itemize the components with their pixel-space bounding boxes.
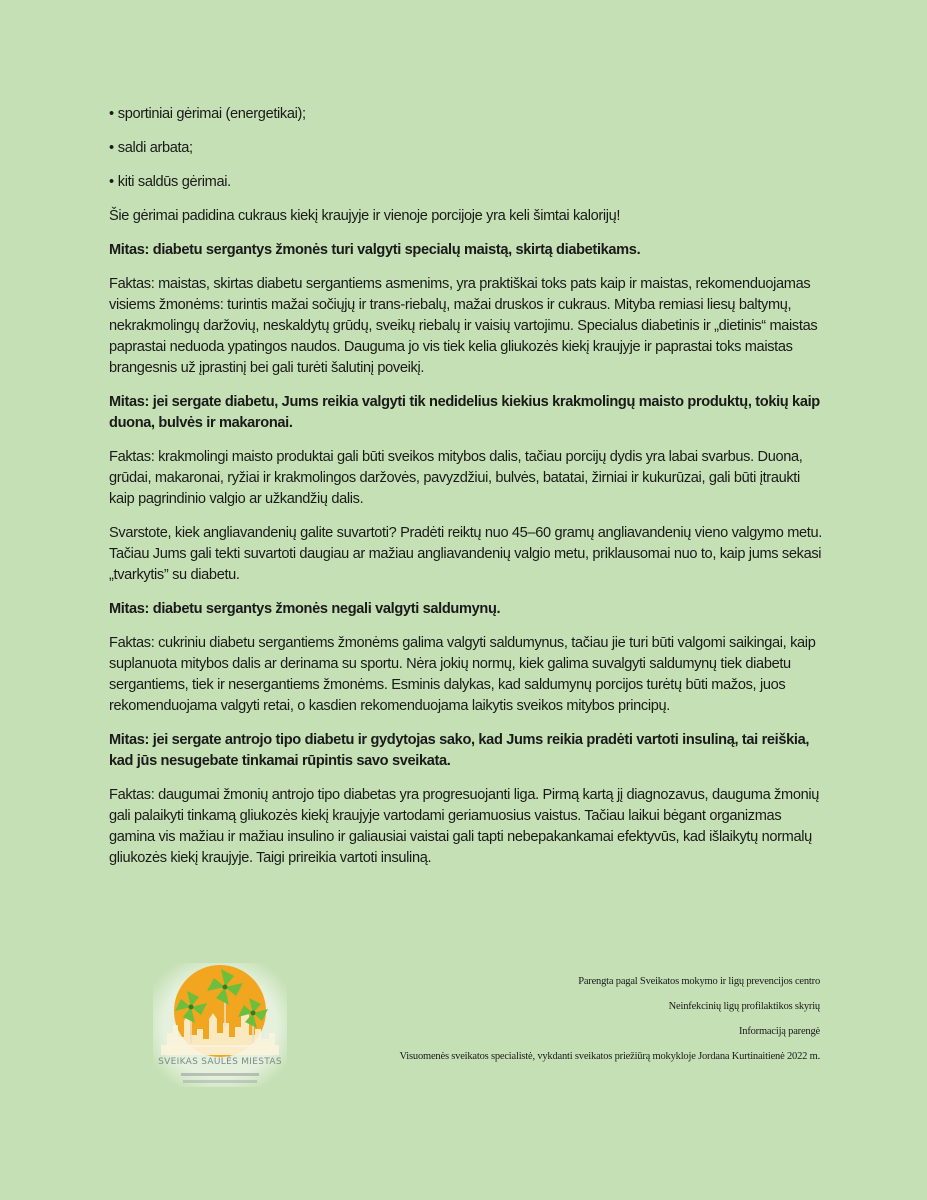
logo-graphic: [153, 963, 287, 1087]
myth-heading: Mitas: diabetu sergantys žmonės negali valgyti saldumynų.: [109, 601, 501, 617]
logo-tagline-line: [183, 1080, 257, 1083]
bullet-text: sportiniai gėrimai (energetikai);: [117, 106, 306, 122]
fact-paragraph: Faktas: maistas, skirtas diabetu sergantiems asmenims, yra praktiškai toks pats kaip ir maistas, rekomenduojamas visiems žmonėms: turintis mažai sočiųjų ir trans-riebalų, mažai druskos ir cukraus. Mityba remiasi liesų baltymų, nekrakmolingų daržovių, neskaldytų grūdų, sveikų riebalų ir vaisių vartojimu. Specialus diabetinis ir „dietinis“ maistas paprastai neduoda ypatingos naudos. Dauguma jo vis tiek kelia gliukozės kiekį kraujyje ir paprastai toks maistas brangesnis už įprastinį bei gali turėti šalutinį poveikį.: [109, 276, 818, 376]
credit-line: Parengta pagal Sveikatos mokymo ir ligų prevencijos centro: [578, 976, 820, 987]
bullet-text: kiti saldūs gėrimai.: [117, 174, 231, 190]
fact-paragraph: Svarstote, kiek angliavandenių galite suvartoti? Pradėti reiktų nuo 45–60 gramų angliavandenių vieno valgymo metu. Tačiau Jums gali tekti suvartoti daugiau ar mažiau angliavandenių valgio metu, priklausomai nuo to, kaip jums sekasi „tvarkytis” su diabetu.: [109, 525, 822, 583]
fact-paragraph: Faktas: krakmolingi maisto produktai gali būti sveikos mitybos dalis, tačiau porcijų dydis yra labai svarbus. Duona, grūdai, makaronai, ryžiai ir krakmolingos daržovės, pavyzdžiui, bulvės, batatai, žirniai ir kukurūzai, gali būti įtraukti kaip pagrindinio valgio ar užkandžių dalis.: [109, 449, 803, 507]
logo-tagline-line: [181, 1073, 259, 1076]
bullet-item: [109, 172, 824, 193]
intro-note: Šie gėrimai padidina cukraus kiekį kraujyje ir vienoje porcijoje yra keli šimtai kalorijų!: [109, 208, 621, 224]
fact-paragraph: Faktas: daugumai žmonių antrojo tipo diabetas yra progresuojanti liga. Pirmą kartą jį diagnozavus, dauguma žmonių gali palaikyti tinkamą gliukozės kiekį kraujyje vartodami geriamuosius vaistus. Tačiau laikui bėgant organizmas gamina vis mažiau ir mažiau insulino ir galiausiai vaistai gali tapti nebepakankamai efektyvūs, kad išlaikytų normalų gliukozės kiekį kraujyje. Taigi prireikia vartoti insuliną.: [109, 787, 820, 866]
credit-line: Visuomenės sveikatos specialistė, vykdanti sveikatos priežiūrą mokykloje Jordana Kurtinaitienė 2022 m.: [399, 1051, 820, 1062]
bullet-item: [109, 104, 824, 125]
logo-wordmark: SVEIKAS SAULĖS MIESTAS: [158, 1057, 282, 1067]
fact-paragraph: Faktas: cukriniu diabetu sergantiems žmonėms galima valgyti saldumynus, tačiau jie turi būti valgomi saikingai, kaip suplanuota mitybos dalis ar derinama su sportu. Nėra jokių normų, kiek galima suvalgyti saldumynų tiek diabetu sergantiems, tiek ir nesergantiems žmonėms. Esminis dalykas, kad saldumynų porcijos turėtų būti mažos, juos rekomenduojama valgyti retai, o kasdien rekomenduojama laikytis sveikos mitybos principų.: [109, 635, 816, 714]
bullet-dot: •: [109, 106, 114, 122]
bullet-dot: •: [109, 174, 114, 190]
bullet-item: [109, 138, 824, 159]
myth-heading: Mitas: diabetu sergantys žmonės turi valgyti specialų maistą, skirtą diabetikams.: [109, 242, 641, 258]
credits-block: [400, 975, 820, 1075]
document-body: [109, 104, 824, 882]
credit-line: Informaciją parengė: [738, 1026, 820, 1037]
myth-heading: Mitas: jei sergate diabetu, Jums reikia valgyti tik nedidelius kiekius krakmolingų maisto produktų, tokių kaip duona, bulvės ir makaronai.: [109, 394, 820, 431]
bullet-text: saldi arbata;: [117, 140, 193, 156]
skyline-base: [161, 1045, 279, 1055]
bullet-dot: •: [109, 140, 114, 156]
myth-heading: Mitas: jei sergate antrojo tipo diabetu ir gydytojas sako, kad Jums reikia pradėti vartoti insuliną, tai reiškia, kad jūs nesugebate tinkamai rūpintis savo sveikata.: [109, 732, 810, 769]
sveikas-saules-miestas-logo: [153, 963, 287, 1087]
credit-line: Neinfekcinių ligų profilaktikos skyrių: [668, 1001, 820, 1012]
